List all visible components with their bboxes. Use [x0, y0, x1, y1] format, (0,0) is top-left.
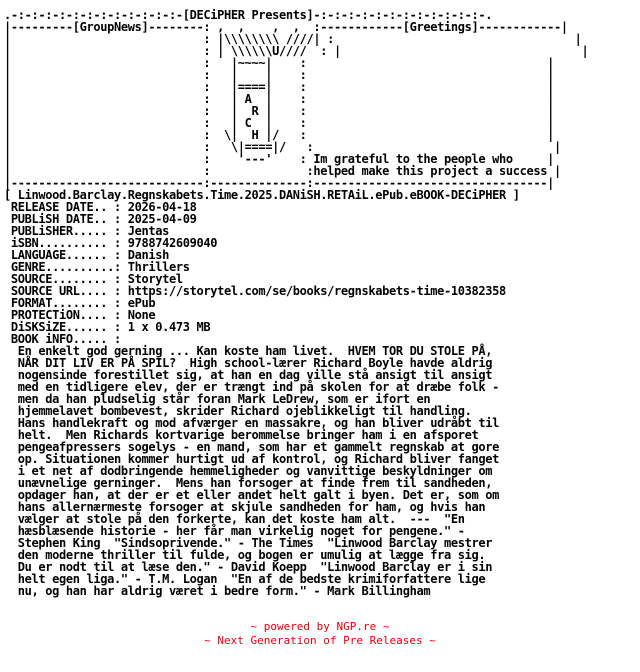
nfo-line: | : | A | : | — [4, 92, 554, 106]
nfo-line: helt egen liga." - T.M. Logan "En af de bedste krimiforfattere lige — [4, 572, 486, 586]
nfo-line: unævnelige gerninger. Mens han forsoger at finde frem til sandheden, — [4, 476, 493, 490]
nfo-line: vælger at stole på den forkerte, kan det koste ham alt. --- "En — [4, 512, 465, 526]
nfo-line: | : :helped make this project a success | — [4, 164, 561, 178]
nfo-line: den moderne thriller til fulde, og bogen er umulig at lægge fra sig. — [4, 548, 486, 562]
nfo-line: nu, og han har aldrig været i bedre form." - Mark Billingham — [4, 584, 431, 598]
nfo-line: |---------[GroupNews]--------: , , , , :------------[Greetings]------------| — [4, 20, 568, 34]
nfo-line: .-:-:-:-:-:-:-:-:-:-:-:-:-[DECiPHER Presents]-:-:-:-:-:-:-:-:-:-:-:-:-. — [4, 8, 493, 22]
nfo-line: NÅR DIT LIV ER PÅ SPIL? High school-lærer Richard Boyle havde aldrig — [4, 356, 493, 370]
nfo-line: PROTECTiON.... : None — [4, 308, 156, 322]
nfo-line: hæsblæsende historie - her får man virkelig noget for pengene." - — [4, 524, 465, 538]
nfo-line: | : | \\\\\\U//// : | | — [4, 44, 589, 58]
nfo-line: PUBLiSH DATE.. : 2025-04-09 — [4, 212, 197, 226]
nfo-line: | : '---' : Im grateful to the people who | — [4, 152, 554, 166]
nfo-line: i et net af dodbringende hemmeligheder og vanvittige beskyldninger om — [4, 464, 493, 478]
footer — [0, 620, 640, 648]
nfo-line: LANGUAGE...... : Danish — [4, 248, 169, 262]
nfo-line: [ Linwood.Barclay.Regnskabets.Time.2025.DANiSH.RETAiL.ePub.eBOOK-DECiPHER ] — [4, 188, 520, 202]
nfo-line: |----------------------------:--------------:----------------------------------| — [4, 176, 554, 190]
nfo-line: | : |~~~~| : | — [4, 56, 554, 70]
nfo-line: BOOK iNFO..... : — [4, 332, 121, 346]
nfo-line: GENRE..........: Thrillers — [4, 260, 190, 274]
nfo-line: | : \| H |/ : | — [4, 128, 554, 142]
nfo-line: DiSKSiZE...... : 1 x 0.473 MB — [4, 320, 211, 334]
nfo-line: | : | R | : | — [4, 104, 554, 118]
nfo-line: | : | | : | — [4, 68, 554, 82]
nfo-line: | : |====| : | — [4, 80, 554, 94]
nfo-line: Hans handlekraft og mod afværger en massakre, og han bliver udråbt til — [4, 416, 499, 430]
nfo-line: men da han pludselig står foran Mark LeDrew, som er ifort en — [4, 392, 431, 406]
nfo-line: hans allernærmeste forsoger at skjule sandheden for ham, og hvis han — [4, 500, 486, 514]
nfo-line: | : | C | : | — [4, 116, 554, 130]
powered-by-text: ~ powered by NGP.re ~ — [250, 620, 390, 633]
nfo-line: Du er nodt til at læse den." - David Koepp "Linwood Barclay er i sin — [4, 560, 493, 574]
nfo-line: opdager han, at der er et eller andet helt galt i byen. Det er, som om — [4, 488, 499, 502]
nfo-line: SOURCE........ : Storytel — [4, 272, 183, 286]
nfo-line: | : |\\\\\\\\ ////| : | — [4, 32, 582, 46]
nfo-line: iSBN.......... : 9788742609040 — [4, 236, 218, 250]
nfo-line: En enkelt god gerning ... Kan koste ham livet. HVEM TOR DU STOLE PÅ, — [4, 344, 493, 358]
tagline-text: ~ Next Generation of Pre Releases ~ — [204, 634, 436, 647]
nfo-line: FORMAT........ : ePub — [4, 296, 156, 310]
nfo-line: nogensinde forestillet sig, at han en dag ville stå ansigt til ansigt — [4, 368, 493, 382]
nfo-line: Stephen King "Sindsoprivende." - The Times "Linwood Barclay mestrer — [4, 536, 493, 550]
nfo-line: | : \|====|/ : | — [4, 140, 561, 154]
nfo-line: op. Situationen kommer hurtigt ud af kontrol, og Richard bliver fanget — [4, 452, 499, 466]
nfo-line: pengeafpressers sogelys - en mand, som har et gammelt regnskab at gore — [4, 440, 499, 454]
nfo-line: med en tidligere elev, der er trængt ind på skolen for at dræbe folk - — [4, 380, 499, 394]
nfo-line: PUBLiSHER..... : Jentas — [4, 224, 169, 238]
nfo-line: helt. Men Richards kortvarige berommelse bringer ham i en afsporet — [4, 428, 479, 442]
nfo-text — [4, 9, 588, 597]
nfo-line: SOURCE URL.... : https://storytel.com/se/books/regnskabets-time-10382358 — [4, 284, 506, 298]
nfo-line: hjemmelavet bombevest, skrider Richard ojeblikkeligt til handling. — [4, 404, 472, 418]
nfo-line: RELEASE DATE.. : 2026-04-18 — [4, 200, 197, 214]
